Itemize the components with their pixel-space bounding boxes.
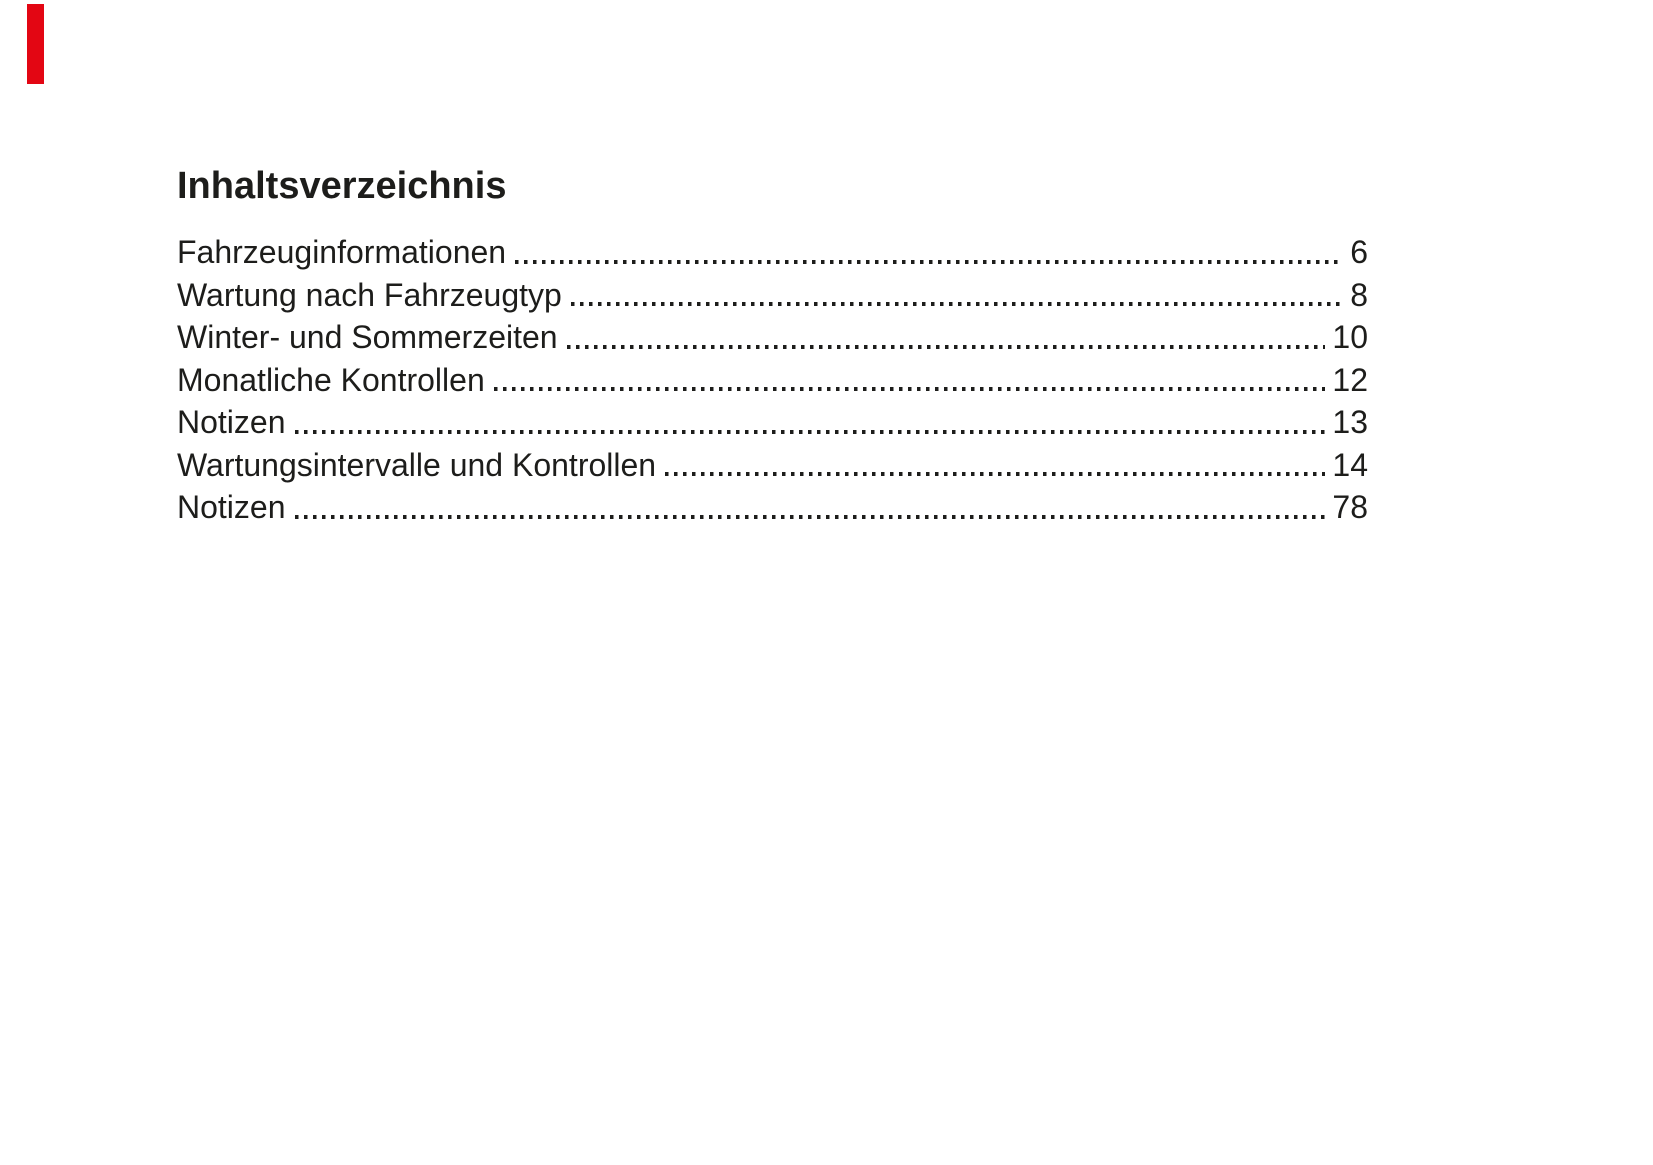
- toc-entry: [177, 231, 1368, 274]
- toc-entry-page: 13: [1332, 404, 1368, 440]
- dot-leader: [295, 515, 1326, 519]
- dot-leader: [571, 302, 1343, 306]
- toc-entry-page: 8: [1350, 276, 1368, 313]
- dot-leader: [295, 430, 1326, 434]
- toc-entry-label: Wartungsintervalle und Kontrollen: [177, 446, 657, 483]
- dot-leader: [494, 387, 1326, 391]
- toc-entry-label: Fahrzeuginformationen: [177, 234, 507, 270]
- toc-entry-page: 10: [1332, 319, 1368, 355]
- page-title: Inhaltsverzeichnis: [177, 165, 507, 208]
- toc-entry: [177, 444, 1368, 487]
- toc-entry-label: Notizen: [177, 489, 286, 525]
- toc-entry: [177, 316, 1368, 359]
- toc-entry: [177, 401, 1368, 444]
- table-of-contents: [177, 231, 1368, 529]
- dot-leader: [515, 260, 1343, 264]
- toc-entry-page: 12: [1332, 361, 1368, 398]
- toc-entry-page: 6: [1350, 234, 1368, 270]
- toc-entry-label: Winter- und Sommerzeiten: [177, 319, 558, 355]
- toc-entry: [177, 274, 1368, 317]
- toc-entry-label: Wartung nach Fahrzeugtyp: [177, 276, 562, 313]
- toc-entry-page: 14: [1332, 446, 1368, 483]
- dot-leader: [665, 472, 1325, 476]
- toc-entry: [177, 359, 1368, 402]
- red-chapter-tab: [27, 4, 44, 84]
- toc-entry-page: 78: [1332, 489, 1368, 525]
- toc-entry: [177, 486, 1368, 529]
- toc-entry-label: Monatliche Kontrollen: [177, 361, 485, 398]
- toc-entry-label: Notizen: [177, 404, 286, 440]
- dot-leader: [567, 345, 1326, 349]
